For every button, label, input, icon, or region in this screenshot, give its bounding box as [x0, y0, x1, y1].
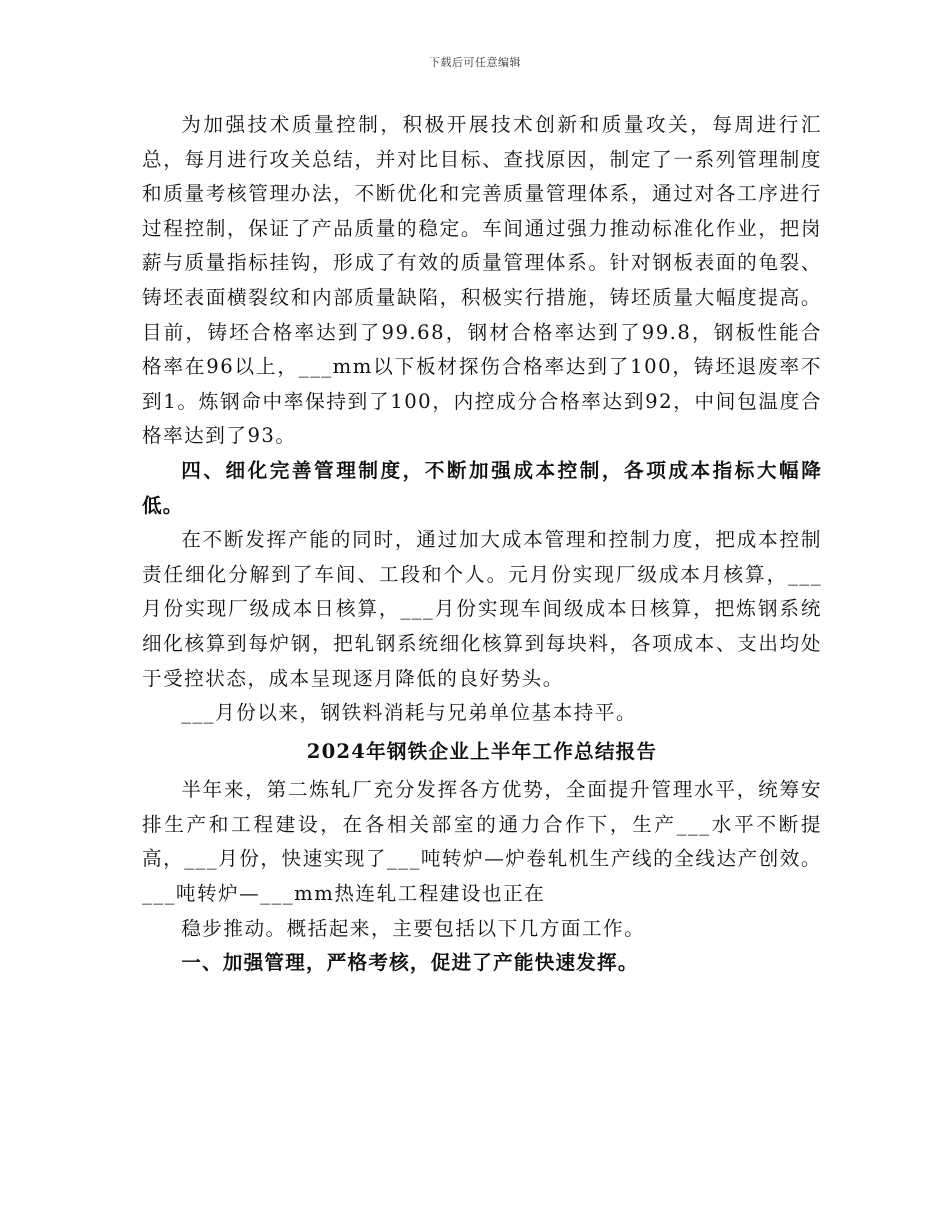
paragraph-half-year-summary: 半年来，第二炼轧厂充分发挥各方优势，全面提升管理水平，统筹安排生产和工程建设，在各相关部室的通力合作下，生产___水平不断提高，___月份，快速实现了___吨转炉—炉卷轧机生产线的全线达产创效。___吨转炉—___mm热连轧工程建设也正在	[142, 778, 822, 906]
page-header-note: 下载后可任意编辑	[429, 56, 521, 69]
paragraph-quality-control: 为加强技术质量控制，积极开展技术创新和质量攻关，每周进行汇总，每月进行攻关总结，并对比目标、查找原因，制定了一系列管理制度和质量考核管理办法，不断优化和完善质量管理体系，通过对各工序进行过程控制，保证了产品质量的稳定。车间通过强力推动标准化作业，把岗薪与质量指标挂钩，形成了有效的质量管理体系。针对钢板表面的龟裂、铸坯表面横裂纹和内部质量缺陷，积极实行措施，铸坯质量大幅度提高。目前，铸坯合格率达到了99.68，钢材合格率达到了99.8，钢板性能合格率在96以上，___mm以下板材探伤合格率达到了100，铸坯退废率不到1。炼钢命中率保持到了100，内控成分合格率达到92，中间包温度合格率达到了93。	[142, 113, 822, 448]
document-title: 2024年钢铁企业上半年工作总结报告	[306, 739, 658, 763]
paragraph-summary-continued: 稳步推动。概括起来，主要包括以下几方面工作。	[181, 916, 646, 940]
paragraph-cost-control: 在不断发挥产能的同时，通过加大成本管理和控制力度，把成本控制责任细化分解到了车间、工段和个人。元月份实现厂级成本月核算，___月份实现厂级成本日核算，___月份实现车间级成本日核算，把炼钢系统细化核算到每炉钢，把轧钢系统细化核算到每块料，各项成本、支出均处于受控状态，成本呈现逐月降低的良好势头。	[142, 528, 822, 690]
section-heading-1: 一、加强管理，严格考核，促进了产能快速发挥。	[181, 951, 639, 975]
section-heading-4: 四、细化完善管理制度，不断加强成本控制，各项成本指标大幅降低。	[142, 458, 822, 517]
document-body	[142, 108, 822, 981]
paragraph-steel-consumption: ___月份以来，钢铁料消耗与兄弟单位基本持平。	[181, 701, 637, 725]
